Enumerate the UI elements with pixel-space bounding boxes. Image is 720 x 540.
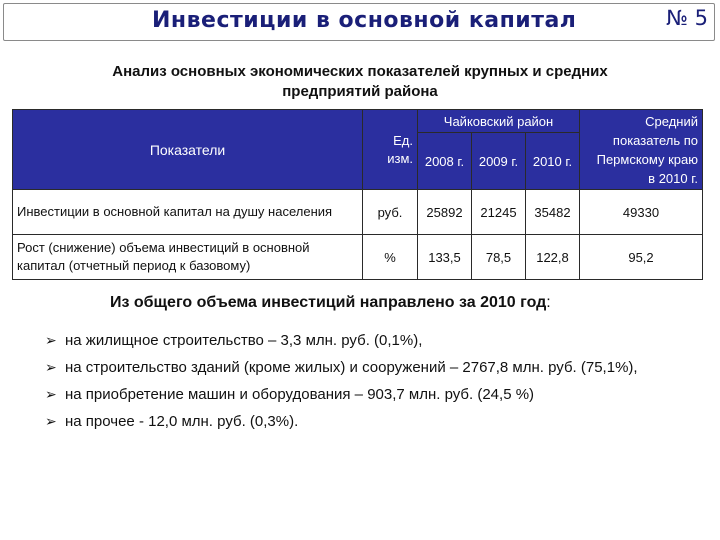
row-name-line: Инвестиции в основной капитал на душу населения bbox=[17, 204, 333, 219]
row-name bbox=[13, 235, 363, 280]
list-item bbox=[45, 354, 638, 381]
list-item-text: на жилищное строительство – 3,3 млн. руб. (0,1%), bbox=[65, 332, 423, 349]
subtitle-line-1: Анализ основных экономических показателей крупных и средних bbox=[112, 63, 608, 80]
header-district: Чайковский район bbox=[418, 110, 580, 133]
header-average bbox=[580, 110, 703, 190]
title-bar bbox=[3, 3, 715, 41]
list-item-text: на приобретение машин и оборудования – 903,7 млн. руб. (24,5 %) bbox=[65, 386, 535, 403]
slide-number: № 5 bbox=[666, 6, 708, 30]
subtitle-line-2: предприятий района bbox=[282, 83, 438, 100]
row-unit: % bbox=[363, 235, 418, 280]
row-value-2009: 21245 bbox=[472, 190, 526, 235]
row-name bbox=[13, 190, 363, 235]
row-name-line: Рост (снижение) объема инвестиций в основной bbox=[17, 240, 310, 255]
row-value-2010: 122,8 bbox=[526, 235, 580, 280]
list-item bbox=[45, 327, 638, 354]
table-row bbox=[13, 235, 703, 280]
investment-breakdown-list bbox=[45, 327, 638, 435]
row-value-average: 49330 bbox=[580, 190, 703, 235]
header-unit-line-1: Ед. bbox=[393, 132, 413, 148]
header-unit-line-2: изм. bbox=[387, 150, 413, 166]
row-unit: руб. bbox=[363, 190, 418, 235]
list-item bbox=[45, 381, 638, 408]
header-year-2009: 2009 г. bbox=[472, 133, 526, 190]
summary-heading-text: Из общего объема инвестиций направлено за 2010 год bbox=[110, 294, 547, 311]
list-item bbox=[45, 408, 638, 435]
arrow-bullet-icon: ➢ bbox=[45, 359, 57, 375]
header-year-2010: 2010 г. bbox=[526, 133, 580, 190]
row-value-2008: 133,5 bbox=[418, 235, 472, 280]
row-value-2008: 25892 bbox=[418, 190, 472, 235]
table-row bbox=[13, 190, 703, 235]
summary-heading bbox=[110, 294, 551, 312]
row-value-average: 95,2 bbox=[580, 235, 703, 280]
list-item-text: на строительство зданий (кроме жилых) и сооружений – 2767,8 млн. руб. (75,1%), bbox=[65, 359, 638, 376]
header-average-line-3: Пермскому краю bbox=[596, 151, 698, 167]
arrow-bullet-icon: ➢ bbox=[45, 413, 57, 429]
header-indicators: Показатели bbox=[13, 110, 363, 190]
arrow-bullet-icon: ➢ bbox=[45, 386, 57, 402]
row-value-2010: 35482 bbox=[526, 190, 580, 235]
indicators-table bbox=[12, 109, 703, 280]
header-average-line-1: Средний bbox=[645, 113, 698, 129]
header-average-line-2: показатель по bbox=[612, 132, 698, 148]
header-year-2008: 2008 г. bbox=[418, 133, 472, 190]
page-title: Инвестиции в основной капитал bbox=[152, 8, 577, 33]
header-unit bbox=[363, 110, 418, 190]
arrow-bullet-icon: ➢ bbox=[45, 332, 57, 348]
section-subtitle bbox=[0, 62, 720, 102]
row-value-2009: 78,5 bbox=[472, 235, 526, 280]
summary-heading-colon: : bbox=[546, 294, 551, 311]
list-item-text: на прочее - 12,0 млн. руб. (0,3%). bbox=[65, 413, 299, 430]
header-average-line-4: в 2010 г. bbox=[648, 170, 698, 186]
row-name-line: капитал (отчетный период к базовому) bbox=[17, 258, 251, 273]
